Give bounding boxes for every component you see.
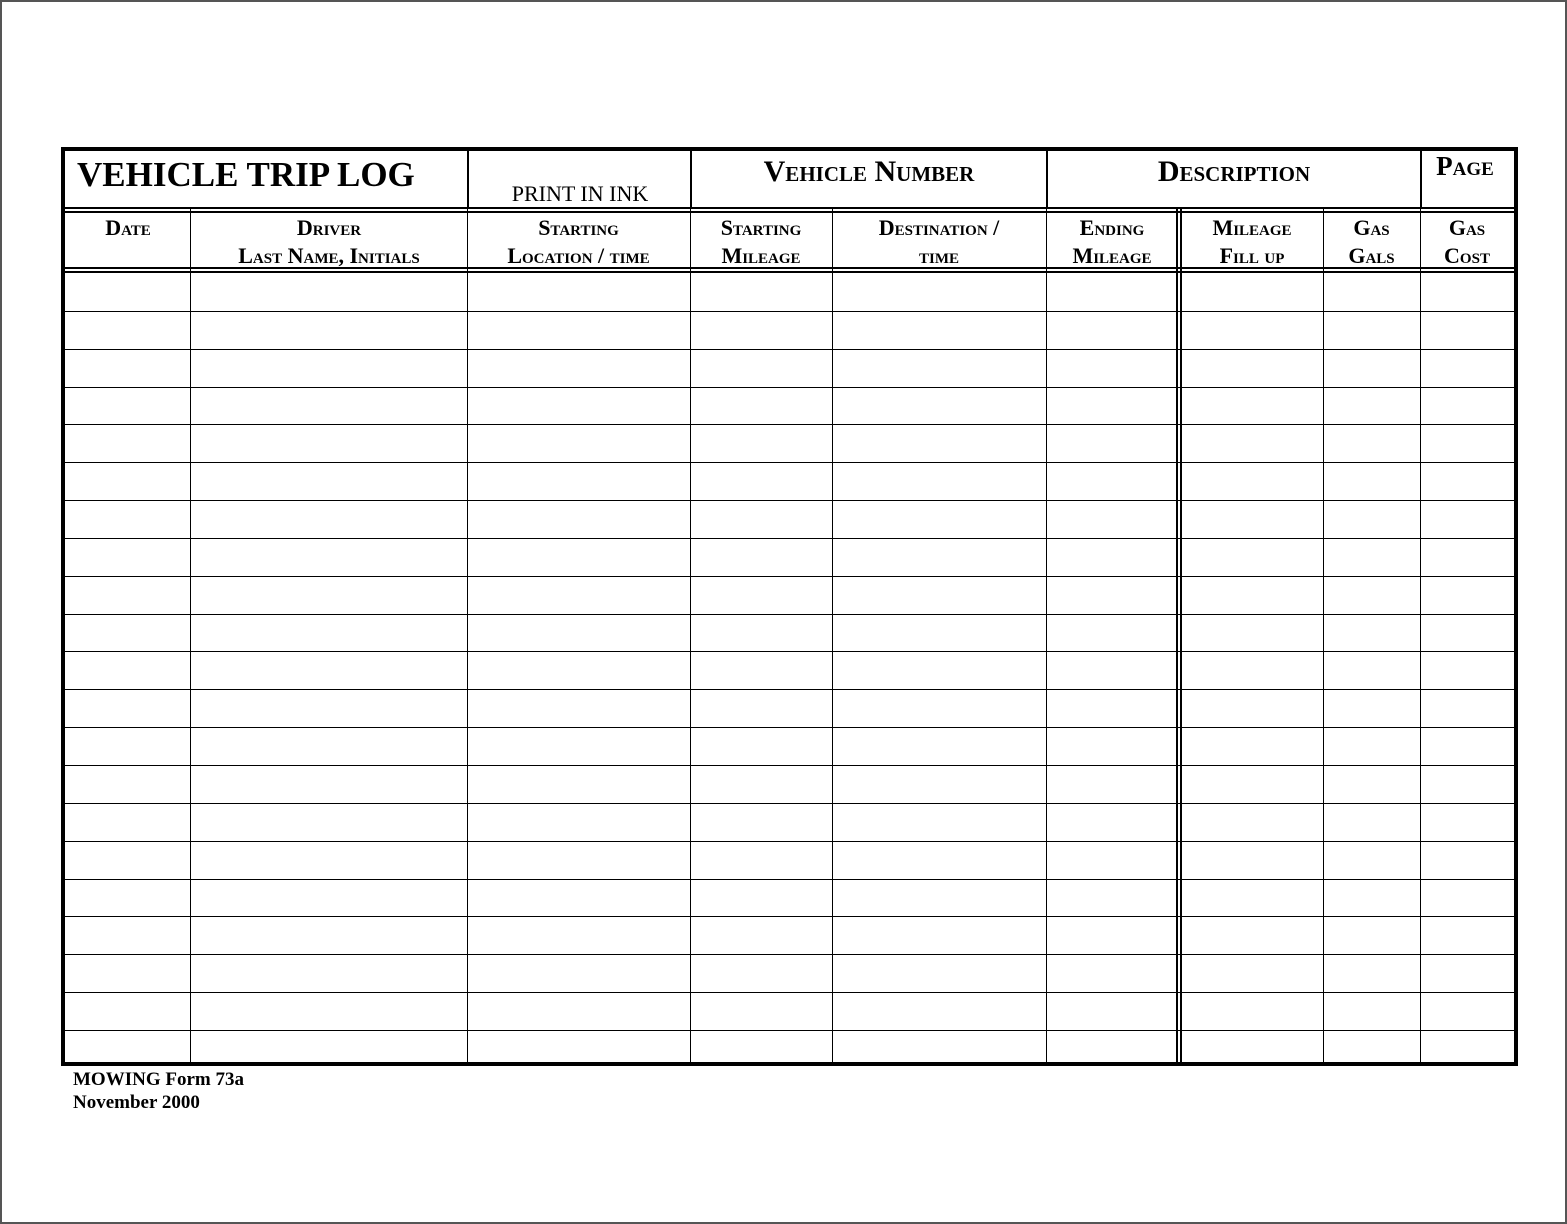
column-header-line: Gals [1348, 243, 1395, 268]
column-header-line: Cost [1444, 243, 1490, 268]
table-row[interactable] [65, 728, 1514, 766]
table-row[interactable] [65, 425, 1514, 463]
column-header-line: Driver [296, 215, 362, 240]
divider [1420, 151, 1422, 209]
table-row[interactable] [65, 615, 1514, 653]
column-header-destination [832, 214, 1046, 270]
divider [1046, 151, 1048, 209]
column-header-ending-mileage [1046, 214, 1178, 270]
column-header-gas-gals [1323, 214, 1420, 270]
column-header-line: Date [105, 215, 151, 240]
column-header-date [65, 214, 191, 242]
form-id: MOWING Form 73a [73, 1069, 244, 1090]
divider [65, 207, 1514, 209]
table-row[interactable] [65, 766, 1514, 804]
table-row[interactable] [65, 463, 1514, 501]
table-row[interactable] [65, 350, 1514, 388]
column-header-line: Gas [1448, 215, 1486, 240]
table-row[interactable] [65, 993, 1514, 1031]
table-row[interactable] [65, 842, 1514, 880]
vehicle-number-field[interactable]: Vehicle Number [763, 155, 975, 188]
page-field[interactable]: Page [1436, 151, 1494, 181]
form-date: November 2000 [73, 1092, 200, 1113]
column-header-line: Gas [1353, 215, 1390, 240]
column-header-line: Last Name, Initials [238, 243, 420, 268]
column-header-line: time [918, 243, 959, 268]
table-row[interactable] [65, 501, 1514, 539]
table-row[interactable] [65, 312, 1514, 350]
print-in-ink-note: PRINT IN INK [511, 181, 649, 206]
divider [65, 271, 1514, 273]
table-row[interactable] [65, 880, 1514, 918]
divider [467, 151, 469, 209]
column-header-line: Mileage [1072, 243, 1152, 268]
table-row[interactable] [65, 804, 1514, 842]
column-header-line: Mileage [721, 243, 801, 268]
divider [65, 211, 1514, 213]
column-header-starting-location [467, 214, 690, 270]
column-header-line: Fill up [1219, 243, 1285, 268]
table-row[interactable] [65, 690, 1514, 728]
column-header-driver [191, 214, 467, 270]
column-header-line: Destination / [878, 215, 1000, 240]
column-header-line: Starting [720, 215, 802, 240]
table-row[interactable] [65, 1031, 1514, 1069]
table-row[interactable] [65, 917, 1514, 955]
divider [65, 267, 1514, 269]
table-row[interactable] [65, 539, 1514, 577]
form-title: VEHICLE TRIP LOG [77, 155, 415, 194]
table-row[interactable] [65, 653, 1514, 691]
table-row[interactable] [65, 577, 1514, 615]
table-row[interactable] [65, 955, 1514, 993]
column-header-line: Location / time [507, 243, 650, 268]
column-header-mileage-fill-up [1181, 214, 1323, 270]
table-row[interactable] [65, 274, 1514, 312]
table-row[interactable] [65, 388, 1514, 426]
column-header-starting-mileage [690, 214, 832, 270]
description-field[interactable]: Description [1157, 155, 1311, 188]
column-header-line: Mileage [1212, 215, 1292, 240]
column-header-line: Ending [1079, 215, 1145, 240]
divider [690, 151, 692, 209]
trip-log-form [61, 147, 1518, 1066]
column-header-gas-cost [1420, 214, 1514, 270]
column-header-line: Starting [538, 215, 619, 240]
